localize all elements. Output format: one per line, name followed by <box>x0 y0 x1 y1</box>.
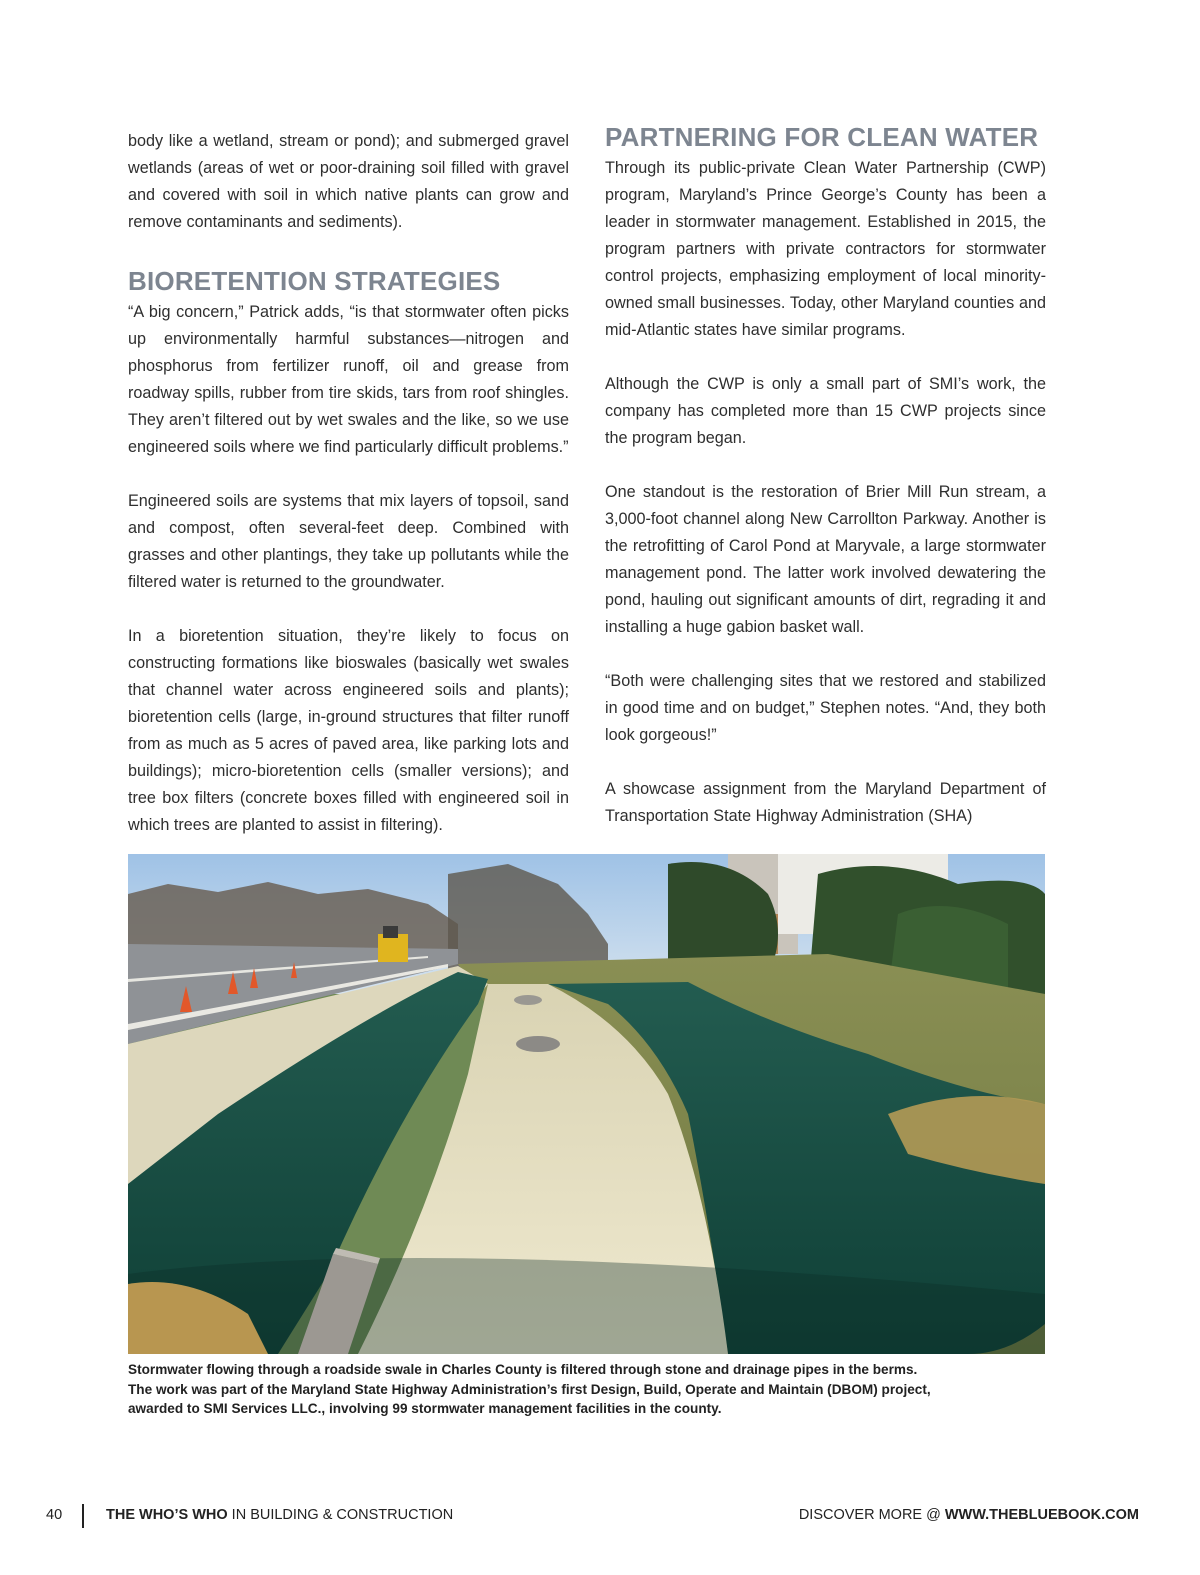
right-column <box>605 118 1046 857</box>
section-heading-partnering: PARTNERING FOR CLEAN WATER <box>605 122 1039 152</box>
caption-line-2: The work was part of the Maryland State Highway Administration’s first Design, Build, Operate and Maintain (DBOM) project, <box>128 1381 931 1397</box>
caption-line-3: awarded to SMI Services LLC., involving 99 stormwater management facilities in the county. <box>128 1401 722 1416</box>
publication-title-bold: THE WHO’S WHO <box>106 1507 228 1523</box>
right-paragraph-5: A showcase assignment from the Maryland Department of Transportation State Highway Administration (SHA) <box>605 780 1046 825</box>
right-paragraph-3: One standout is the restoration of Brier Mill Run stream, a 3,000-foot channel along New Carrollton Parkway. Another is the retrofitting of Carol Pond at Maryvale, a large stormwater management pond. The latter work involved dewatering the pond, hauling out significant amounts of dirt, regrading it and installing a huge gabion basket wall. <box>605 483 1046 636</box>
section-heading-bioretention: BIORETENTION STRATEGIES <box>128 266 501 296</box>
roadside-swale-photo <box>128 854 1045 1354</box>
left-paragraph-2: Engineered soils are systems that mix layers of topsoil, sand and compost, often several-feet deep. Combined with grasses and other plantings, they take up pollutants while the filtered water is returned to the groundwater. <box>128 492 569 591</box>
right-paragraph-2: Although the CWP is only a small part of SMI’s work, the company has completed more than 15 CWP projects since the program began. <box>605 375 1046 447</box>
discover-more <box>799 1507 1139 1523</box>
right-paragraph-1: Through its public-private Clean Water Partnership (CWP) program, Maryland’s Prince George’s County has been a leader in stormwater management. Established in 2015, the program partners with private contractors for stormwater control projects, emphasizing employment of local minority-owned small businesses. Today, other Maryland counties and mid-Atlantic states have similar programs. <box>605 159 1046 339</box>
page-footer <box>0 1503 1200 1529</box>
left-column <box>128 118 569 866</box>
publication-title <box>106 1507 453 1523</box>
caption-line-1: Stormwater flowing through a roadside swale in Charles County is filtered through stone and drainage pipes in the berms. <box>128 1362 918 1377</box>
left-paragraph-3: In a bioretention situation, they’re likely to focus on constructing formations like bioswales (basically wet swales that channel water across engineered soils and plants); bioretention cells (large, in-ground structures that filter runoff from as much as 5 acres of paved area, like parking lots and buildings); micro-bioretention cells (smaller versions); and tree box filters (concrete boxes filled with engineered soil in which trees are planted to assist in filtering). <box>128 627 569 834</box>
right-paragraph-4: “Both were challenging sites that we restored and stabilized in good time and on budget,” Stephen notes. “And, they both look gorgeous!” <box>605 672 1046 744</box>
website-link[interactable]: WWW.THEBLUEBOOK.COM <box>944 1507 1139 1523</box>
left-paragraph-1: “A big concern,” Patrick adds, “is that stormwater often picks up environmentally harmful substances—nitrogen and phosphorus from fertilizer runoff, oil and grease from roadway spills, rubber from tire skids, tars from roof shingles. They aren’t filtered out by wet swales and the like, so we use engineered soils where we find particularly difficult problems.” <box>128 303 569 456</box>
discover-label: DISCOVER MORE @ <box>798 1507 945 1523</box>
page-number: 40 <box>46 1507 63 1523</box>
footer-divider <box>82 1504 84 1528</box>
publication-title-rest: IN BUILDING & CONSTRUCTION <box>227 1507 454 1523</box>
photo-caption <box>128 1360 1045 1419</box>
left-intro-paragraph: body like a wetland, stream or pond); and submerged gravel wetlands (areas of wet or poor-draining soil filled with gravel and covered with soil in which native plants can grow and remove contaminants and sediments). <box>128 132 569 231</box>
